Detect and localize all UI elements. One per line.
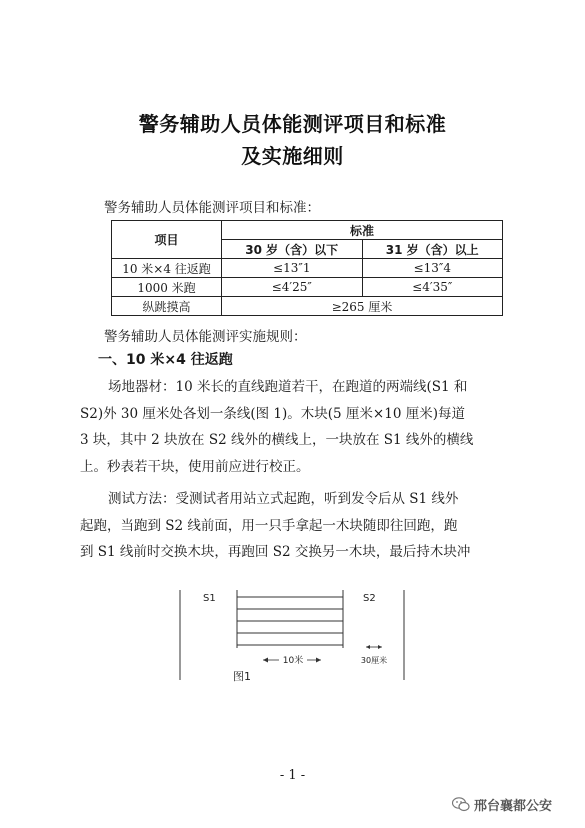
paragraph-venue-equipment <box>80 374 510 480</box>
rules-caption: 警务辅助人员体能测评实施规则： <box>104 329 307 345</box>
paragraph-test-method <box>80 486 510 566</box>
table-row <box>112 278 503 297</box>
table-cell-item: 1000 米跑 <box>112 278 222 297</box>
paragraph-line: 场地器材：10 米长的直线跑道若干，在跑道的两端线(S1 和 <box>108 379 468 395</box>
lane-lines <box>237 597 343 645</box>
table-cell-value-merged: ≥265 厘米 <box>222 297 503 316</box>
table-header-item: 项目 <box>112 221 222 259</box>
document-title-line2: 及实施细则 <box>241 144 344 168</box>
figure-label-10m: 10米 <box>282 656 304 666</box>
table-cell-value: ≤13″1 <box>222 259 363 278</box>
table-header-standard: 标准 <box>222 221 503 240</box>
paragraph-line: 测试方法：受测试者用站立式起跑，听到发令后从 S1 线外 <box>108 491 459 507</box>
table-caption: 警务辅助人员体能测评项目和标准： <box>104 200 320 216</box>
table-row <box>112 297 503 316</box>
paragraph-line: 起跑，当跑到 S2 线前面，用一只手拿起一木块随即往回跑，跑 <box>80 517 458 534</box>
paragraph-line: 到 S1 线前时交换木块，再跑回 S2 交换另一木块，最后持木块冲 <box>80 544 471 560</box>
document-title-line1: 警务辅助人员体能测评项目和标准 <box>138 112 447 136</box>
table-header-age-30-below: 30 岁（含）以下 <box>222 240 363 259</box>
distance-arrow-10m <box>263 658 321 663</box>
wechat-icon <box>452 797 470 812</box>
paragraph-line: 上。秒表若干块，使用前应进行校正。 <box>80 458 310 475</box>
table-cell-item: 纵跳摸高 <box>112 297 222 316</box>
paragraph-line: 3 块，其中 2 块放在 S2 线外的横线上，一块放在 S1 线外的横线 <box>80 432 474 448</box>
table-cell-value: ≤4′25″ <box>222 278 363 297</box>
figure-label-s1: S1 <box>203 593 216 604</box>
figure-caption: 图1 <box>233 670 251 683</box>
table-row <box>112 259 503 278</box>
section-heading: 一、10 米×4 往返跑 <box>98 352 233 368</box>
figure-label-s2: S2 <box>363 593 376 604</box>
distance-arrow-30cm <box>366 645 382 649</box>
watermark-text: 邢台襄都公安 <box>474 799 553 814</box>
table-cell-item: 10 米×4 往返跑 <box>112 259 222 278</box>
page-number: - 1 - <box>279 768 306 783</box>
figure-label-30cm: 30厘米 <box>360 656 388 665</box>
paragraph-line: S2)外 30 厘米处各划一条线(图 1)。木块(5 厘米×10 厘米)每道 <box>80 405 465 422</box>
table-header-age-31-above: 31 岁（含）以上 <box>362 240 503 259</box>
table-cell-value: ≤13″4 <box>362 259 503 278</box>
table-cell-value: ≤4′35″ <box>362 278 503 297</box>
wechat-watermark <box>452 795 552 814</box>
standards-table <box>111 220 503 316</box>
